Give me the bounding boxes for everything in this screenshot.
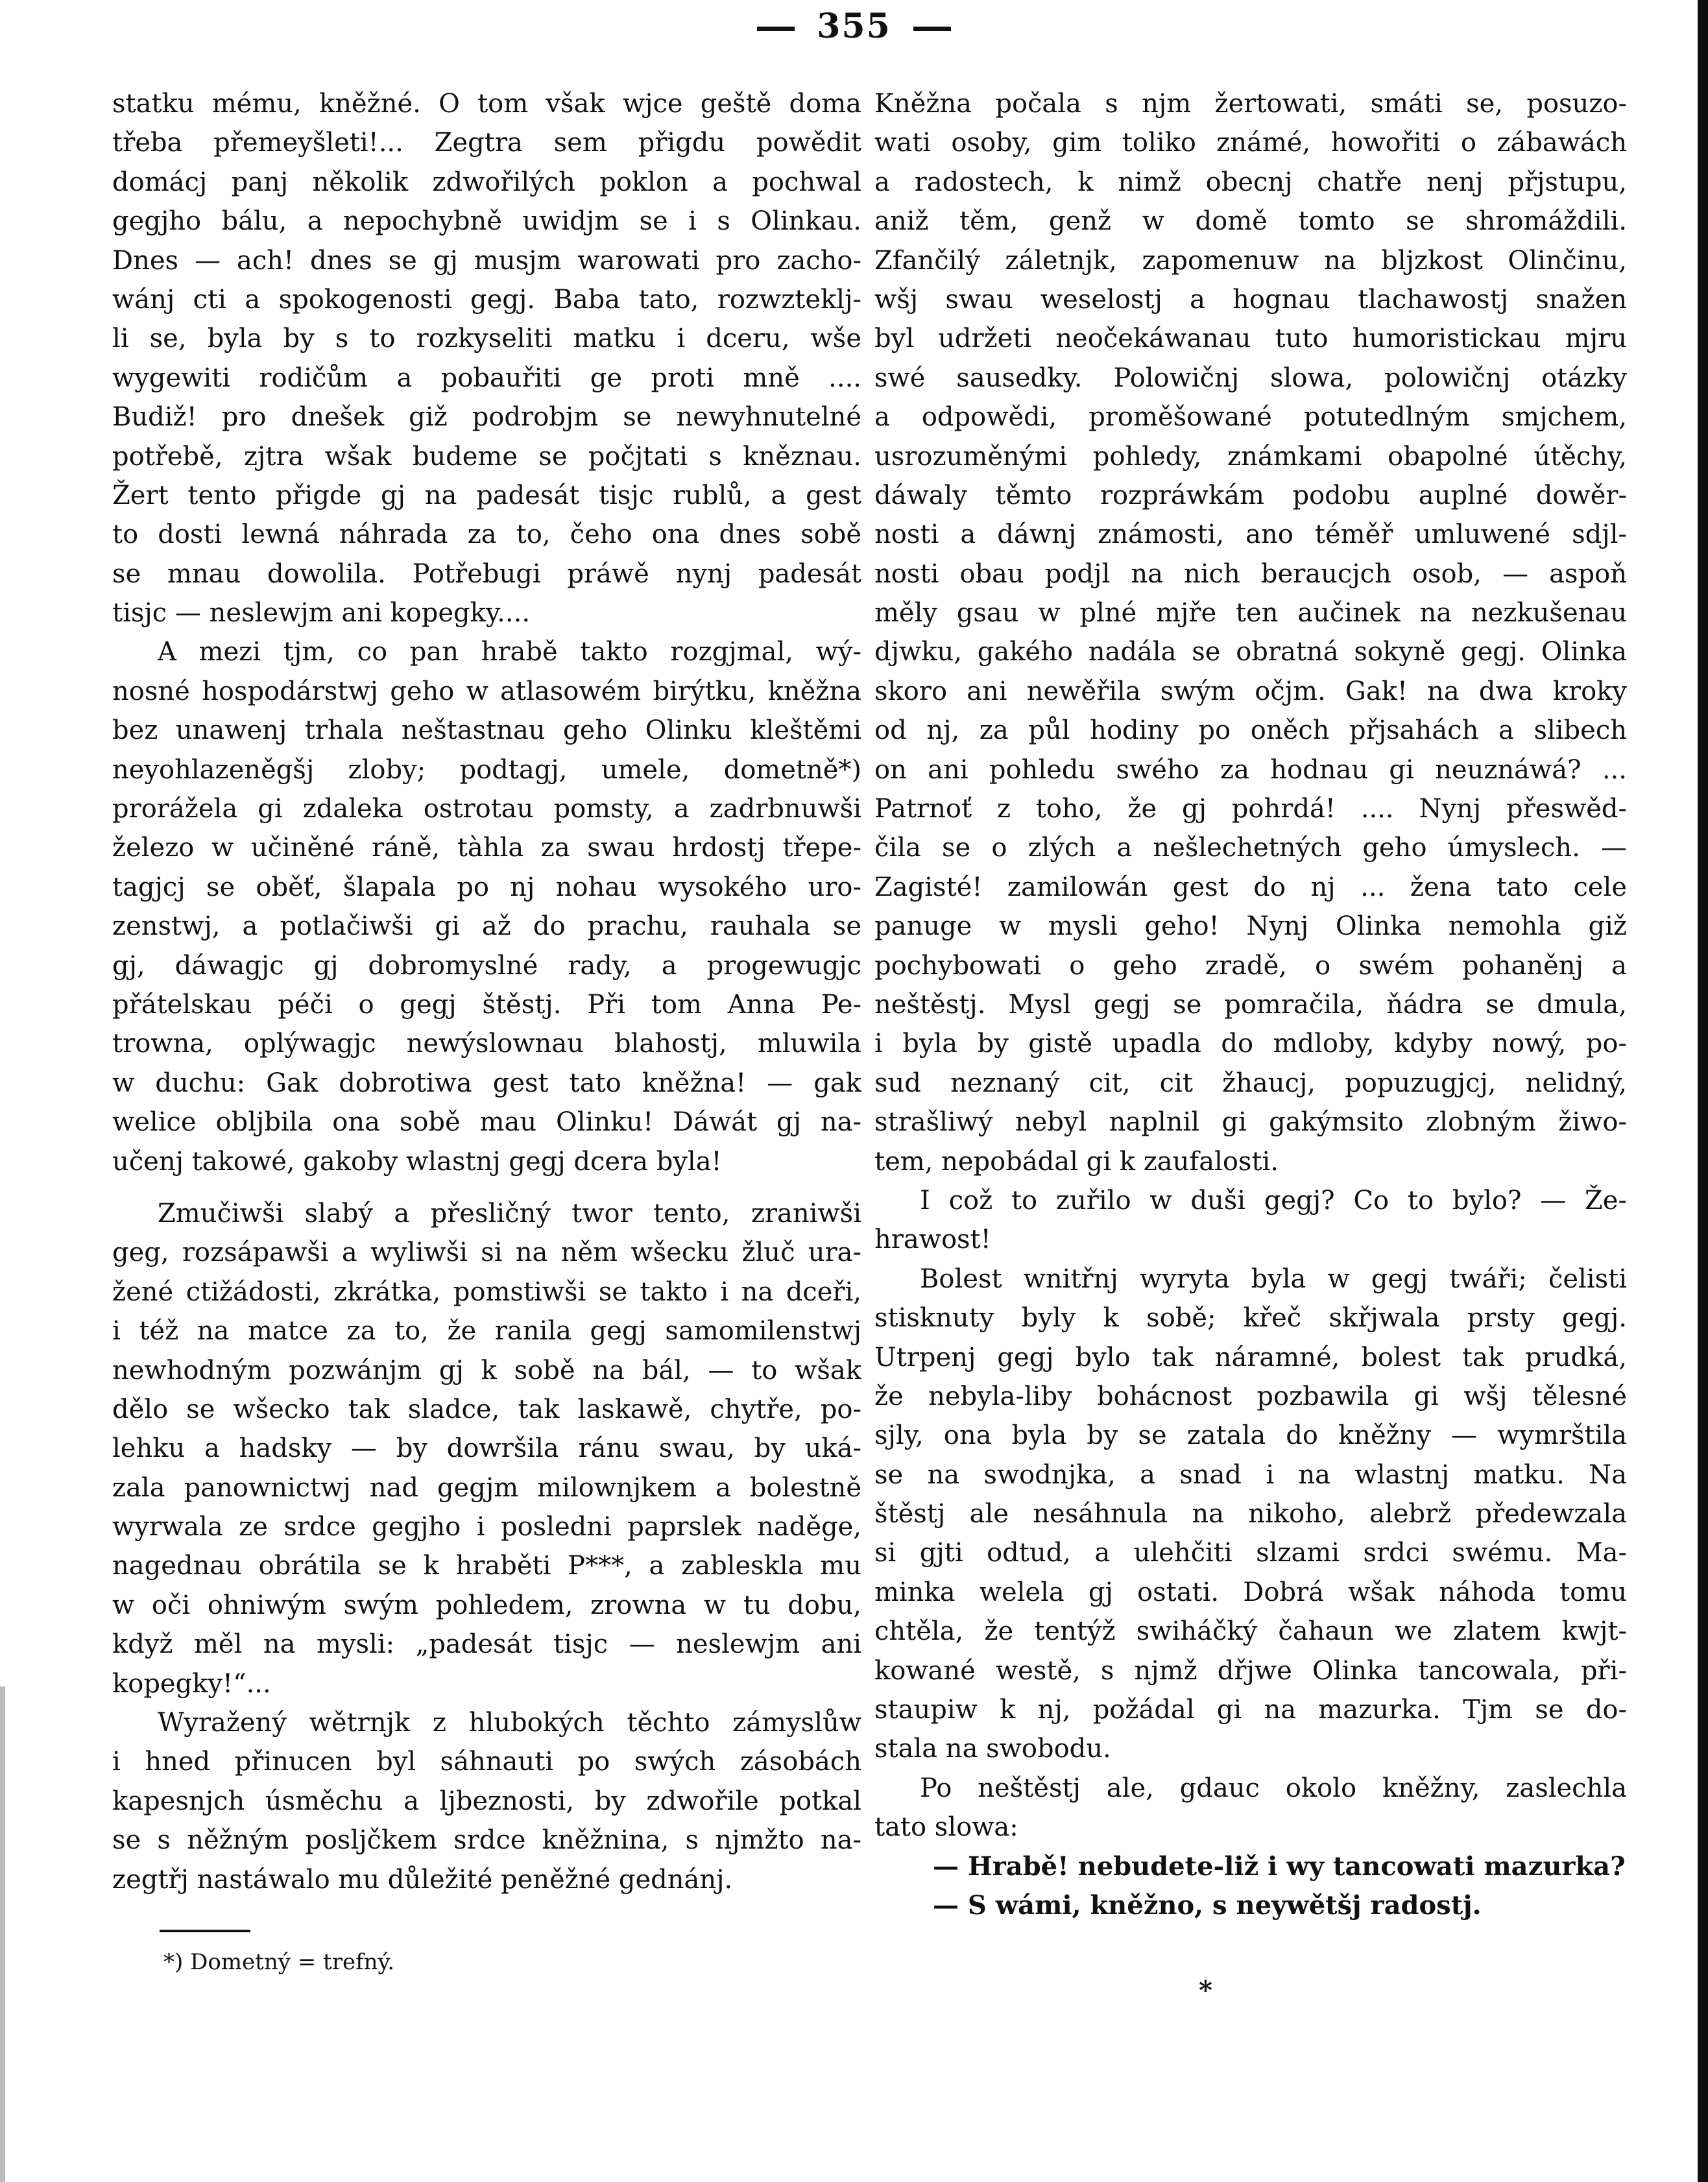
footnote-rule xyxy=(160,1930,250,1932)
text-line: newhodným pozwánjm gj k sobě na bál, — to wšak xyxy=(112,1355,861,1385)
text-line: panuge w mysli geho! Nynj Olinka nemohla giž xyxy=(874,911,1627,942)
text-line: domácj panj několik zdwořilých poklon a pochwal xyxy=(112,167,861,197)
text-line: Žert tento přigde gj na padesát tisjc rublů, a gest xyxy=(112,480,861,510)
text-line: Dnes — ach! dnes se gj musjm warowati pro zacho- xyxy=(112,245,861,276)
text-line: se na swodnjka, a snad i na wlastnj matku. Na xyxy=(874,1459,1627,1490)
text-line: potřebě, zjtra wšak budeme se počjtati s kněznau. xyxy=(112,441,861,472)
text-line: djwku, gakého nadála se obratná sokyně gegj. Olinka xyxy=(874,637,1627,667)
text-line: a radostech, k nimž obecnj chatře nenj přjstupu, xyxy=(874,167,1627,197)
text-line: geg, rozsápawši a wyliwši si na něm wšecku žluč ura- xyxy=(112,1238,861,1268)
text-line: si gjti odtud, a ulehčiti slzami srdci swému. Ma- xyxy=(874,1538,1627,1568)
header-dash-left xyxy=(757,27,795,31)
text-line: tagjcj se oběť, šlapala po nj nohau wysokého uro- xyxy=(112,872,861,902)
end-mark: * xyxy=(1199,1975,1212,2006)
text-line: gegjho bálu, a nepochybně uwidjm se i s Olinkau. xyxy=(112,206,861,237)
text-line: staupiw k nj, požádal gi na mazurka. Tjm se do- xyxy=(874,1695,1627,1725)
text-line: w oči ohniwým swým pohledem, zrowna w tu dobu, xyxy=(112,1590,861,1620)
text-line: zenstwj, a potlačiwši gi až do prachu, rauhala se xyxy=(112,911,861,942)
text-line: neštěstj. Mysl gegj se pomračila, ňádra se dmula, xyxy=(874,989,1627,1020)
text-line: trowna, oplýwagjc newýslownau blahostj, mluwila xyxy=(112,1029,861,1059)
right-column xyxy=(874,84,1627,1925)
text-line: od nj, za půl hodiny po oněch přjsahách a slibech xyxy=(874,715,1627,746)
text-line: skoro ani newěřila swým očjm. Gak! na dwa kroky xyxy=(874,676,1627,706)
text-line: lehku a hadsky — by dowršila ránu swau, by uká- xyxy=(112,1433,861,1464)
text-line: Kněžna počala s njm žertowati, smáti se, posuzo- xyxy=(874,89,1627,119)
text-line: welice obljbila ona sobě mau Olinku! Dáwát gj na- xyxy=(112,1107,861,1138)
text-line: Bolest wnitřnj wyryta byla w gegj twáři; čelisti xyxy=(920,1264,1627,1294)
text-line: Po neštěstj ale, gdauc okolo kněžny, zaslechla xyxy=(920,1773,1627,1803)
left-column xyxy=(112,84,861,1899)
text-line: li se, byla by s to rozkyseliti matku i dceru, wše xyxy=(112,324,861,354)
text-line: i hned přinucen byl sáhnauti po swých zásobách xyxy=(112,1747,861,1777)
text-line: I což to zuřilo w duši gegj? Co to bylo? — Že- xyxy=(920,1185,1627,1216)
footnote: *) Dometný = trefný. xyxy=(163,1949,395,1975)
text-line: to dosti lewná náhrada za to, čeho ona dnes sobě xyxy=(112,520,861,550)
text-line: usrozuměnými pohledy, známkami obapolné útěchy, xyxy=(874,441,1627,472)
text-line: wyrwala ze srdce gegjho i posledni paprslek naděge, xyxy=(112,1512,861,1542)
text-line: železo w učiněné ráně, tàhla za swau hrdostj třepe- xyxy=(112,833,861,863)
text-line: nagednau obrátila se k hraběti P***, a zableskla mu xyxy=(112,1551,861,1581)
text-line: wygewiti rodičům a pobauřiti ge proti mně .... xyxy=(112,363,861,393)
text-line: pochybowati o geho zradě, o swém pohaněnj a xyxy=(874,950,1627,981)
text-line: Wyražený wětrnjk z hlubokých těchto zámyslůw xyxy=(158,1708,861,1738)
text-line: aniž těm, genž w domě tomto se shromáždili. xyxy=(874,206,1627,237)
page-number: 355 xyxy=(817,6,891,46)
text-line: Budiž! pro dnešek giž podrobjm se newyhnutelné xyxy=(112,402,861,433)
text-line: štěstj ale nesáhnula na nikoho, alebrž předewzala xyxy=(874,1499,1627,1529)
text-line: A mezi tjm, co pan hrabě takto rozgjmal, wý- xyxy=(158,637,861,667)
text-line: nosti a dáwnj známosti, ano téměř umluwené sdjl- xyxy=(874,520,1627,550)
text-line: čila se o zlých a nešlechetných geho úmyslech. — xyxy=(874,833,1627,863)
text-line: kopegky!“... xyxy=(112,1668,271,1699)
text-line: chtěla, že tentýž swiháčký čahaun we zlatem kwjt- xyxy=(874,1616,1627,1647)
text-line: gj, dáwagjc gj dobromyslné rady, a progewugjc xyxy=(112,950,861,981)
text-line: učenj takowé, gakoby wlastnj gegj dcera byla! xyxy=(112,1146,722,1177)
text-line: Zmučiwši slabý a přesličný twor tento, zraniwši xyxy=(158,1198,861,1229)
text-line: — Hrabě! nebudete-liž i wy tancowati mazurka? xyxy=(933,1851,1626,1882)
page-header xyxy=(0,6,1708,45)
text-line: tato slowa: xyxy=(874,1812,1018,1843)
text-line: tisjc — neslewjm ani kopegky.... xyxy=(112,598,531,629)
text-line: sjly, ona byla by se zatala do kněžny — wymrštila xyxy=(874,1421,1627,1451)
text-line: měly gsau w plné mjře ten aučinek na nezkušenau xyxy=(874,598,1627,629)
text-line: zala panownictwj nad gegjm milownjkem a bolestně xyxy=(112,1472,861,1503)
text-line: Zagisté! zamilowán gest do nj ... žena tato cele xyxy=(874,872,1627,902)
text-line: a odpowědi, proměšowané potutedlným smjchem, xyxy=(874,402,1627,433)
text-line: nosné hospodárstwj geho w atlasowém birýtku, kněžna xyxy=(112,676,861,706)
text-line: zegtřj nastáwalo mu důležité peněžné gednánj. xyxy=(112,1864,733,1895)
text-line: i též na matce za to, že ranila gegj samomilenstwj xyxy=(112,1316,861,1347)
text-line: dělo se wšecko tak sladce, tak laskawě, chytře, po- xyxy=(112,1394,861,1424)
text-line: nosti obau podjl na nich beraucjch osob, — aspoň xyxy=(874,558,1627,589)
text-line: třeba přemeyšleti!... Zegtra sem přigdu powědit xyxy=(112,128,861,158)
text-line: minka welela gj ostati. Dobrá wšak náhoda tomu xyxy=(874,1577,1627,1607)
text-line: když měl na mysli: „padesát tisjc — neslewjm ani xyxy=(112,1629,861,1660)
header-dash-right xyxy=(913,27,951,31)
text-line: byl udržeti neočekáwanau tuto humoristickau mjru xyxy=(874,324,1627,354)
text-line: kowané westě, s njmž dřjwe Olinka tancowala, při- xyxy=(874,1655,1627,1686)
text-line: bez unawenj trhala neštastnau geho Olinku kleštěmi xyxy=(112,715,861,746)
text-line: Utrpenj gegj bylo tak náramné, bolest tak prudká, xyxy=(874,1342,1627,1373)
text-line: stala na swobodu. xyxy=(874,1734,1111,1764)
text-line: w duchu: Gak dobrotiwa gest tato kněžna! — gak xyxy=(112,1068,861,1098)
text-line: se s něžným posljčkem srdce kněžnina, s njmžto na- xyxy=(112,1825,861,1856)
text-line: neyohlazeněgšj zloby; podtagj, umele, dometně*) xyxy=(112,754,861,785)
text-line: kapesnjch úsměchu a ljbeznosti, by zdwořile potkal xyxy=(112,1786,861,1816)
text-line: žené ctižádosti, zkrátka, pomstiwši se takto i na dceři, xyxy=(112,1277,861,1307)
text-line: tem, nepobádal gi k zaufalosti. xyxy=(874,1146,1279,1177)
page-edge-left xyxy=(0,1686,5,2182)
text-line: wšj swau weselostj a hognau tlachawostj snažen xyxy=(874,284,1627,315)
paragraph-gap xyxy=(112,1181,861,1194)
text-line: wati osoby, gim toliko známé, howořiti o zábawách xyxy=(874,128,1627,158)
text-line: strašliwý nebyl naplnil gi gakýmsito zlobným žiwo- xyxy=(874,1107,1627,1138)
text-line: přátelskau péči o gegj štěstj. Při tom Anna Pe- xyxy=(112,989,861,1020)
text-line: wánj cti a spokogenosti gegj. Baba tato, rozwzteklj- xyxy=(112,284,861,315)
text-line: stisknuty byly k sobě; křeč skřjwala prsty gegj. xyxy=(874,1303,1627,1334)
text-line: Patrnoť z toho, že gj pohrdá! .... Nynj přeswěd- xyxy=(874,794,1627,824)
page-edge-shadow xyxy=(1698,0,1708,2182)
text-line: že nebyla-liby bohácnost pozbawila gi wšj tělesné xyxy=(874,1381,1627,1411)
text-line: i byla by gistě upadla do mdloby, kdyby nowý, po- xyxy=(874,1029,1627,1059)
text-line: se mnau dowolila. Potřebugi práwě nynj padesát xyxy=(112,558,861,589)
text-line: — S wámi, kněžno, s neywětšj radostj. xyxy=(933,1889,1482,1921)
text-line: dáwaly těmto rozpráwkám podobu auplné dowěr- xyxy=(874,480,1627,510)
text-line: prorážela gi zdaleka ostrotau pomsty, a zadrbnuwši xyxy=(112,794,861,824)
text-line: sud neznaný cit, cit žhaucj, popuzugjcj, nelidný, xyxy=(874,1068,1627,1098)
text-line: swé sausedky. Polowičnj slowa, polowičnj otázky xyxy=(874,363,1627,393)
text-line: on ani pohledu swého za hodnau gi neuznáwá? ... xyxy=(874,754,1627,785)
text-line: statku mému, kněžné. O tom však wjce geště doma xyxy=(112,89,861,119)
text-line: Zfančilý záletnjk, zapomenuw na bljzkost Olinčinu, xyxy=(874,245,1627,276)
text-line: hrawost! xyxy=(874,1225,991,1255)
